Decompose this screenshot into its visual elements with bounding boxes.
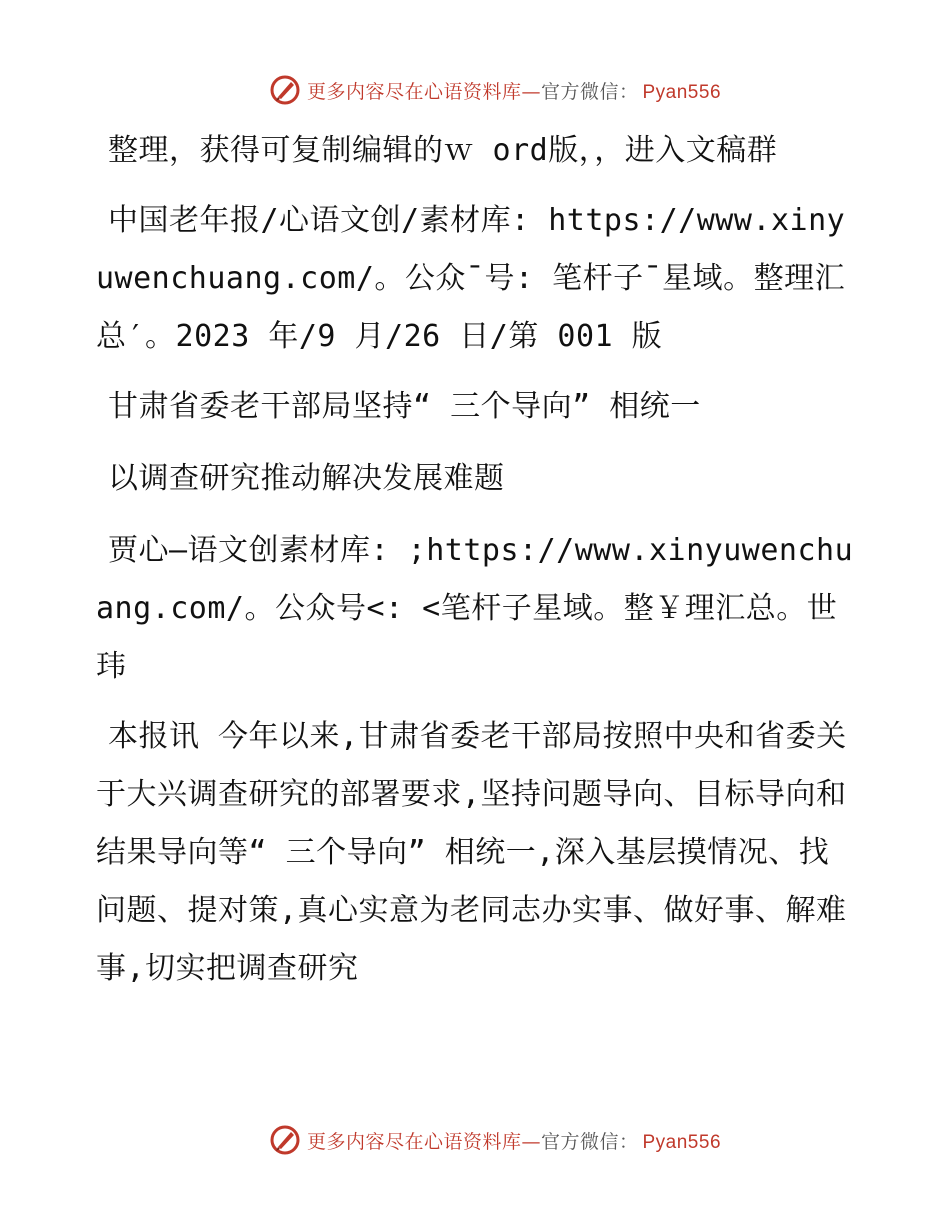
banner-text [307, 1127, 721, 1154]
footer-banner [0, 1120, 950, 1160]
header-banner [0, 70, 950, 110]
banner-main-text: 更多内容尽在心语资料库 [306, 80, 522, 103]
banner-text [307, 77, 721, 104]
banner-dash: — [521, 80, 541, 103]
article-title-line-1: 甘肃省委老干部局坚持“ 三个导向” 相统一 [108, 389, 701, 424]
banner-wechat-id: Pyan556 [642, 81, 722, 103]
quill-circle-icon [269, 74, 301, 106]
paragraph-intro: 整理，获得可复制编辑的ｗ ord版，，进入文稿群 [108, 133, 778, 168]
banner-wechat-id: Pyan556 [642, 1131, 722, 1153]
article-title-line-2: 以调查研究推动解决发展难题 [108, 461, 505, 496]
quill-circle-icon [269, 1124, 301, 1156]
paragraph-byline: 贾心—语文创素材库: ;https://www.xinyuwenchuang.com/。公众号<: <笔杆子星域。整￥理汇总。世玮 [96, 533, 854, 684]
banner-wechat-label: 官方微信： [540, 1130, 639, 1153]
banner-wechat-label: 官方微信： [540, 80, 639, 103]
paragraph-source: 中国老年报/心语文创/素材库: https://www.xinyuwenchuang.com/。公众¯号: 笔杆子¯星域。整理汇总′。2023 年/9 月/26 日/第 001 版 [96, 203, 846, 354]
paragraph-body: 本报讯 今年以来,甘肃省委老干部局按照中央和省委关于大兴调查研究的部署要求,坚持问题导向、目标导向和结果导向等“ 三个导向” 相统一,深入基层摸情况、找问题、提对策,真心实意为老同志办实事、做好事、解难事,切实把调查研究 [96, 719, 847, 986]
banner-main-text: 更多内容尽在心语资料库 [306, 1130, 522, 1153]
document-body [96, 122, 856, 1010]
banner-dash: — [521, 1130, 541, 1153]
